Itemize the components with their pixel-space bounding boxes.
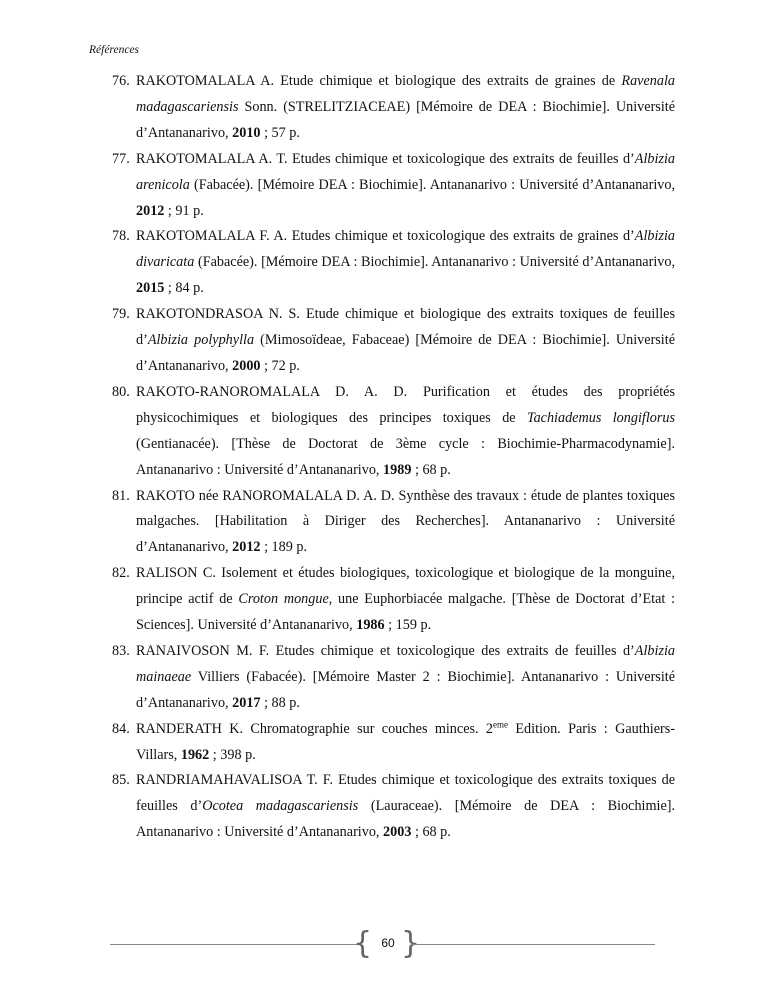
reference-number: 82. — [112, 565, 130, 582]
reference-year: 2012 — [232, 539, 261, 556]
reference-text: ; 72 p. — [260, 357, 300, 374]
species-name: Ocotea madagascariensis — [202, 798, 359, 815]
reference-text: (Mimosoïdeae, Fabaceae) [Mémoire de DEA : Biochimie]. Université d’Antananarivo, — [136, 332, 675, 374]
reference-list — [112, 69, 675, 846]
reference-text: , une Euphorbiacée malgache. [Thèse de Doctorat d’Etat : Sciences]. Université d’Antananarivo, — [136, 591, 676, 634]
reference-item — [112, 484, 675, 562]
reference-text: RAKOTONDRASOA N. S. Etude chimique et biologique des extraits toxiques de feuilles d’ — [136, 306, 675, 349]
reference-year: 2003 — [383, 824, 412, 841]
reference-number: 81. — [112, 487, 130, 504]
species-name: Albizia mainaeae — [136, 642, 675, 685]
reference-item — [112, 639, 675, 717]
reference-text: Villiers (Fabacée). [Mémoire Master 2 : Biochimie]. Antananarivo : Université d’Antananarivo, — [136, 668, 675, 711]
species-name: Croton mongue — [238, 591, 329, 608]
reference-text: (Lauraceae). [Mémoire de DEA : Biochimie]. Antananarivo : Université d’Antananarivo, — [136, 798, 676, 841]
reference-text: ; 84 p. — [164, 280, 204, 297]
reference-year: 2017 — [232, 694, 261, 711]
reference-text: ; 159 p. — [384, 617, 432, 634]
reference-text: (Fabacée). [Mémoire DEA : Biochimie]. Antananarivo : Université d’Antananarivo, — [189, 176, 675, 193]
species-name: Albizia divaricata — [136, 228, 675, 271]
reference-year: 1989 — [383, 461, 412, 478]
reference-text: RANDERATH K. Chromatographie sur couches minces. 2 — [136, 720, 494, 737]
left-brace-icon: { — [353, 926, 373, 961]
reference-text: RAKOTOMALALA A. Etude chimique et biologique des extraits de graines de — [136, 73, 622, 89]
reference-number: 83. — [112, 642, 130, 659]
page-footer — [110, 926, 655, 961]
reference-number: 84. — [112, 720, 130, 737]
reference-year: 1962 — [180, 746, 210, 763]
reference-number: 85. — [112, 772, 130, 789]
species-name: Tachiademus longiflorus — [526, 409, 676, 426]
reference-text: ; 91 p. — [164, 202, 204, 219]
reference-text: ; 88 p. — [260, 694, 300, 711]
reference-item — [112, 717, 675, 769]
superscript: eme — [493, 718, 509, 729]
reference-year: 2012 — [136, 202, 165, 219]
reference-text: ; 398 p. — [209, 746, 256, 763]
running-header: Références — [89, 44, 140, 56]
species-name: Ravenala madagascariensis — [136, 73, 675, 115]
reference-number: 79. — [112, 306, 130, 323]
reference-text: RAKOTOMALALA A. T. Etudes chimique et toxicologique des extraits de feuilles d’ — [136, 150, 635, 167]
reference-text: Edition. Paris : Gauthiers-Villars, — [136, 720, 675, 763]
reference-year: 2010 — [232, 124, 261, 141]
species-name: Albizia arenicola — [136, 150, 675, 193]
reference-number: 77. — [112, 150, 130, 167]
footer-rule-right — [411, 944, 655, 945]
reference-text: ; 57 p. — [260, 124, 300, 141]
reference-number: 78. — [112, 228, 130, 245]
reference-item — [112, 380, 675, 484]
footer-rule-left — [110, 944, 358, 945]
page-number: 60 — [381, 936, 395, 950]
reference-text: ; 68 p. — [411, 461, 451, 478]
reference-text: RAKOTO-RANOROMALALA D. A. D. Purification et études des propriétés physicochimiques et biologiques des principes toxiques de — [136, 383, 675, 426]
reference-text: ; 189 p. — [260, 539, 308, 556]
reference-year: 2015 — [136, 280, 165, 297]
reference-text: RALISON C. Isolement et études biologiques, toxicologique et biologique de la monguine, principe actif de — [136, 565, 675, 608]
reference-number: 80. — [112, 383, 130, 400]
reference-year: 2000 — [232, 357, 261, 374]
reference-text: RAKOTOMALALA F. A. Etudes chimique et toxicologique des extraits de graines d’ — [136, 228, 635, 245]
reference-number: 76. — [112, 73, 130, 89]
reference-item — [112, 224, 675, 302]
reference-item — [112, 69, 675, 147]
reference-text: Sonn. (STRELITZIACEAE) [Mémoire de DEA : Biochimie]. Université d’Antananarivo, — [136, 98, 675, 141]
reference-text: RAKOTO née RANOROMALALA D. A. D. Synthèse des travaux : étude de plantes toxiques malgaches. [Habilitation à Diriger des Recherches]. Antananarivo : Université d’Antananarivo, — [136, 487, 675, 556]
reference-item — [112, 147, 675, 225]
reference-item — [112, 302, 675, 380]
reference-item — [112, 768, 675, 846]
reference-year: 1986 — [356, 617, 385, 634]
reference-item — [112, 561, 675, 639]
reference-text: RANDRIAMAHAVALISOA T. F. Etudes chimique et toxicologique des extraits toxiques de feuilles d’ — [136, 772, 675, 815]
species-name: Albizia polyphylla — [147, 332, 255, 349]
reference-text: ; 68 p. — [411, 824, 451, 841]
reference-text: (Fabacée). [Mémoire DEA : Biochimie]. Antananarivo : Université d’Antananarivo, — [194, 254, 675, 271]
reference-text: (Gentianacée). [Thèse de Doctorat de 3ème cycle : Biochimie-Pharmacodynamie]. Antananarivo : Université d’Antananarivo, — [136, 435, 675, 478]
right-brace-icon: } — [401, 926, 421, 961]
reference-text: RANAIVOSON M. F. Etudes chimique et toxicologique des extraits de feuilles d’ — [136, 642, 635, 659]
